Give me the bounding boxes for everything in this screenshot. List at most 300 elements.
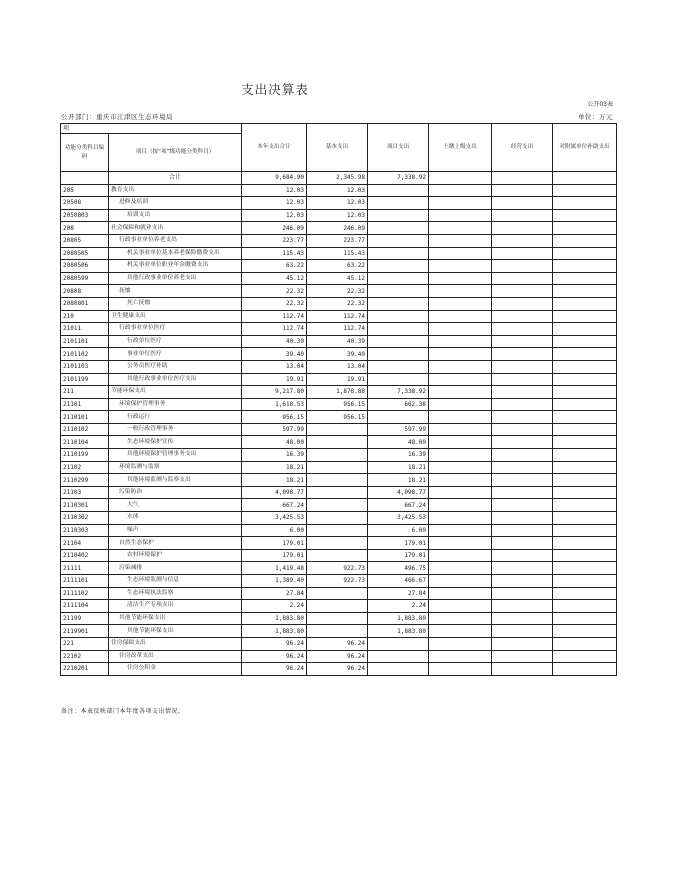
row-subsidy	[553, 650, 617, 663]
row-name	[109, 360, 242, 373]
row-basic: 922.73	[307, 575, 368, 588]
row-upper	[429, 411, 492, 424]
row-name	[109, 663, 242, 676]
row-basic: 12.03	[307, 197, 368, 210]
page-title: 支出决算表	[241, 82, 309, 97]
row-subsidy	[553, 209, 617, 222]
row-upper	[429, 247, 492, 260]
total-project: 7,338.92	[368, 172, 429, 185]
table-row	[61, 587, 617, 600]
row-project: 667.24	[368, 499, 429, 512]
table-row	[61, 549, 617, 562]
row-basic	[307, 600, 368, 613]
row-basic: 96.24	[307, 663, 368, 676]
row-project	[368, 285, 429, 298]
row-upper	[429, 537, 492, 550]
row-code: 2050803	[61, 209, 109, 222]
header-project: 项目支出	[368, 124, 429, 172]
row-total: 4,098.77	[242, 486, 307, 499]
form-code: 公开03表	[587, 101, 613, 108]
row-name	[109, 398, 242, 411]
row-name	[109, 373, 242, 386]
row-business	[492, 184, 553, 197]
row-project: 2.24	[368, 600, 429, 613]
category-label: 项	[61, 124, 242, 134]
row-total: 179.01	[242, 537, 307, 550]
row-basic: 922.73	[307, 562, 368, 575]
row-name-text: 污染减排	[119, 564, 143, 571]
row-name	[109, 423, 242, 436]
row-basic	[307, 612, 368, 625]
row-subsidy	[553, 612, 617, 625]
row-name	[109, 386, 242, 399]
row-name-text: 行政单位医疗	[127, 338, 162, 345]
row-basic	[307, 436, 368, 449]
row-subsidy	[553, 297, 617, 310]
row-subsidy	[553, 260, 617, 273]
row-project	[368, 323, 429, 336]
row-name-text: 环境监测与监察	[119, 463, 160, 470]
row-project	[368, 234, 429, 247]
row-name	[109, 197, 242, 210]
row-subsidy	[553, 474, 617, 487]
row-total: 9,217.80	[242, 386, 307, 399]
row-basic: 12.03	[307, 184, 368, 197]
row-basic: 96.24	[307, 650, 368, 663]
row-upper	[429, 499, 492, 512]
row-code: 2110101	[61, 411, 109, 424]
table-row	[61, 209, 617, 222]
table-row	[61, 461, 617, 474]
row-project: 179.01	[368, 537, 429, 550]
row-upper	[429, 524, 492, 537]
table-row	[61, 310, 617, 323]
table-row	[61, 663, 617, 676]
row-name	[109, 575, 242, 588]
row-name-text: 机关事业单位职业年金缴费支出	[127, 262, 209, 269]
row-business	[492, 398, 553, 411]
row-code: 21011	[61, 323, 109, 336]
row-upper	[429, 197, 492, 210]
row-project	[368, 637, 429, 650]
row-name-text: 生态环境保护宣传	[127, 438, 174, 445]
row-name	[109, 297, 242, 310]
row-basic	[307, 587, 368, 600]
row-business	[492, 260, 553, 273]
row-name-text: 住房保障支出	[111, 640, 146, 647]
row-project: 1,883.80	[368, 625, 429, 638]
row-basic: 115.43	[307, 247, 368, 260]
row-name-text: 其他环境保护管理事务支出	[127, 451, 197, 458]
row-business	[492, 197, 553, 210]
row-code: 2111104	[61, 600, 109, 613]
row-name	[109, 436, 242, 449]
row-project: 496.75	[368, 562, 429, 575]
row-code: 2080505	[61, 247, 109, 260]
row-total: 27.84	[242, 587, 307, 600]
table-row	[61, 650, 617, 663]
header-basic: 基本支出	[307, 124, 368, 172]
row-name	[109, 587, 242, 600]
row-subsidy	[553, 637, 617, 650]
row-business	[492, 587, 553, 600]
header-subsidy: 对附属单位补助支出	[553, 124, 617, 172]
row-code: 2080599	[61, 272, 109, 285]
row-project: 4,098.77	[368, 486, 429, 499]
row-subsidy	[553, 285, 617, 298]
row-code: 2101199	[61, 373, 109, 386]
table-row	[61, 360, 617, 373]
row-total: 40.39	[242, 335, 307, 348]
row-upper	[429, 348, 492, 361]
row-project: 466.67	[368, 575, 429, 588]
row-project	[368, 348, 429, 361]
row-total: 223.77	[242, 234, 307, 247]
row-name	[109, 486, 242, 499]
row-subsidy	[553, 600, 617, 613]
row-project: 179.01	[368, 549, 429, 562]
row-basic: 39.40	[307, 348, 368, 361]
header-code: 功能分类科目编码	[61, 134, 109, 172]
row-subsidy	[553, 323, 617, 336]
row-basic: 22.32	[307, 285, 368, 298]
row-name-text: 行政事业单位养老支出	[119, 237, 177, 244]
row-upper	[429, 637, 492, 650]
row-upper	[429, 373, 492, 386]
row-basic	[307, 449, 368, 462]
row-name-text: 进修及培训	[119, 199, 148, 206]
row-code: 21111	[61, 562, 109, 575]
table-row	[61, 197, 617, 210]
row-subsidy	[553, 461, 617, 474]
table-row	[61, 297, 617, 310]
row-basic: 956.15	[307, 398, 368, 411]
row-basic	[307, 524, 368, 537]
row-code: 2110303	[61, 524, 109, 537]
row-code: 221	[61, 637, 109, 650]
table-row	[61, 499, 617, 512]
row-name-text: 其他行政事业单位养老支出	[127, 275, 197, 282]
row-business	[492, 348, 553, 361]
row-project	[368, 197, 429, 210]
row-business	[492, 549, 553, 562]
row-name-text: 卫生健康支出	[111, 312, 146, 319]
row-basic	[307, 512, 368, 525]
row-subsidy	[553, 411, 617, 424]
row-project	[368, 272, 429, 285]
row-business	[492, 600, 553, 613]
row-business	[492, 650, 553, 663]
row-project	[368, 247, 429, 260]
row-name	[109, 637, 242, 650]
row-upper	[429, 562, 492, 575]
row-subsidy	[553, 575, 617, 588]
row-subsidy	[553, 398, 617, 411]
table-row	[61, 272, 617, 285]
row-project: 6.00	[368, 524, 429, 537]
row-code: 20808	[61, 285, 109, 298]
row-name	[109, 499, 242, 512]
expenditure-table	[60, 123, 617, 676]
table-row	[61, 348, 617, 361]
row-upper	[429, 461, 492, 474]
row-code: 2110402	[61, 549, 109, 562]
table-row	[61, 512, 617, 525]
table-row	[61, 386, 617, 399]
table-row	[61, 562, 617, 575]
row-upper	[429, 612, 492, 625]
table-row	[61, 184, 617, 197]
row-name	[109, 247, 242, 260]
row-code: 21104	[61, 537, 109, 550]
total-label: 合计	[109, 172, 242, 185]
row-business	[492, 612, 553, 625]
row-code: 22102	[61, 650, 109, 663]
row-total: 18.21	[242, 474, 307, 487]
row-upper	[429, 184, 492, 197]
row-subsidy	[553, 625, 617, 638]
row-upper	[429, 360, 492, 373]
row-project: 597.99	[368, 423, 429, 436]
row-subsidy	[553, 512, 617, 525]
row-name	[109, 335, 242, 348]
row-project: 7,338.92	[368, 386, 429, 399]
table-row	[61, 637, 617, 650]
row-name	[109, 625, 242, 638]
row-project	[368, 260, 429, 273]
row-upper	[429, 285, 492, 298]
row-business	[492, 373, 553, 386]
row-code: 2210201	[61, 663, 109, 676]
row-business	[492, 335, 553, 348]
row-business	[492, 310, 553, 323]
total-basic: 2,345.98	[307, 172, 368, 185]
row-name-text: 行政事业单位医疗	[119, 325, 166, 332]
row-project	[368, 335, 429, 348]
row-code: 21101	[61, 398, 109, 411]
row-total: 12.03	[242, 209, 307, 222]
row-basic	[307, 486, 368, 499]
row-total: 6.00	[242, 524, 307, 537]
row-project	[368, 373, 429, 386]
row-total: 12.03	[242, 184, 307, 197]
header-business: 经营支出	[492, 124, 553, 172]
row-code: 2119901	[61, 625, 109, 638]
row-code: 2111102	[61, 587, 109, 600]
row-total: 96.24	[242, 637, 307, 650]
row-business	[492, 411, 553, 424]
row-name-text: 其他行政事业单位医疗支出	[127, 375, 197, 382]
table-row	[61, 575, 617, 588]
row-code: 2110301	[61, 499, 109, 512]
row-name-text: 死亡抚恤	[127, 300, 151, 307]
row-total: 22.32	[242, 297, 307, 310]
row-total: 246.09	[242, 222, 307, 235]
row-project: 48.00	[368, 436, 429, 449]
row-total: 19.91	[242, 373, 307, 386]
row-name	[109, 234, 242, 247]
table-row	[61, 222, 617, 235]
row-subsidy	[553, 436, 617, 449]
row-total: 112.74	[242, 310, 307, 323]
row-total: 16.39	[242, 449, 307, 462]
total-row	[61, 172, 617, 185]
row-name	[109, 184, 242, 197]
table-row	[61, 285, 617, 298]
row-name	[109, 461, 242, 474]
row-basic: 19.91	[307, 373, 368, 386]
row-name	[109, 209, 242, 222]
table-row	[61, 398, 617, 411]
row-business	[492, 575, 553, 588]
row-project: 18.21	[368, 461, 429, 474]
row-upper	[429, 423, 492, 436]
row-name-text: 机关事业单位基本养老保险缴费支出	[127, 249, 220, 256]
row-upper	[429, 323, 492, 336]
row-subsidy	[553, 386, 617, 399]
row-total: 96.24	[242, 650, 307, 663]
row-project	[368, 222, 429, 235]
row-name-text: 住房改革支出	[119, 652, 154, 659]
row-business	[492, 486, 553, 499]
row-name-text: 一般行政管理事务	[127, 426, 174, 433]
row-project	[368, 184, 429, 197]
row-upper	[429, 297, 492, 310]
row-code: 2110102	[61, 423, 109, 436]
row-subsidy	[553, 247, 617, 260]
row-code: 21103	[61, 486, 109, 499]
row-name	[109, 285, 242, 298]
row-subsidy	[553, 184, 617, 197]
row-subsidy	[553, 537, 617, 550]
row-name-text: 污染防治	[119, 489, 143, 496]
row-total: 1,419.48	[242, 562, 307, 575]
row-business	[492, 209, 553, 222]
row-code: 21199	[61, 612, 109, 625]
row-name	[109, 222, 242, 235]
row-total: 1,389.40	[242, 575, 307, 588]
row-name-text: 培训支出	[127, 212, 151, 219]
row-code: 2111101	[61, 575, 109, 588]
row-name	[109, 537, 242, 550]
row-basic: 956.15	[307, 411, 368, 424]
row-total: 667.24	[242, 499, 307, 512]
row-basic: 1,878.88	[307, 386, 368, 399]
row-name-text: 水体	[127, 514, 139, 521]
row-code: 20508	[61, 197, 109, 210]
row-subsidy	[553, 587, 617, 600]
row-total: 48.00	[242, 436, 307, 449]
row-project	[368, 360, 429, 373]
row-name-text: 生态环境监测与信息	[127, 577, 180, 584]
row-subsidy	[553, 549, 617, 562]
row-name-text: 自然生态保护	[119, 539, 154, 546]
table-row	[61, 474, 617, 487]
row-project	[368, 297, 429, 310]
row-project	[368, 411, 429, 424]
table-row	[61, 524, 617, 537]
table-row	[61, 436, 617, 449]
row-project	[368, 310, 429, 323]
row-business	[492, 499, 553, 512]
row-name-text: 节能环保支出	[111, 388, 146, 395]
row-subsidy	[553, 486, 617, 499]
row-upper	[429, 549, 492, 562]
row-business	[492, 663, 553, 676]
row-total: 12.03	[242, 197, 307, 210]
row-subsidy	[553, 360, 617, 373]
row-name-text: 其他环境监测与监察支出	[127, 476, 191, 483]
row-total: 96.24	[242, 663, 307, 676]
row-total: 3,425.53	[242, 512, 307, 525]
row-subsidy	[553, 335, 617, 348]
row-project	[368, 650, 429, 663]
row-project: 16.39	[368, 449, 429, 462]
table-row	[61, 612, 617, 625]
table-row	[61, 486, 617, 499]
row-basic	[307, 549, 368, 562]
row-name	[109, 310, 242, 323]
row-code: 2110302	[61, 512, 109, 525]
row-subsidy	[553, 373, 617, 386]
row-total: 45.12	[242, 272, 307, 285]
row-subsidy	[553, 310, 617, 323]
row-business	[492, 524, 553, 537]
row-name-text: 住房公积金	[127, 665, 156, 672]
row-name	[109, 549, 242, 562]
row-code: 20805	[61, 234, 109, 247]
row-business	[492, 537, 553, 550]
row-total: 63.22	[242, 260, 307, 273]
row-subsidy	[553, 234, 617, 247]
row-name-text: 事业单位医疗	[127, 350, 162, 357]
table-row	[61, 247, 617, 260]
table-row	[61, 373, 617, 386]
row-basic: 96.24	[307, 637, 368, 650]
row-business	[492, 360, 553, 373]
table-row	[61, 335, 617, 348]
row-basic: 13.04	[307, 360, 368, 373]
row-name-text: 社会保障和就业支出	[111, 224, 164, 231]
row-upper	[429, 436, 492, 449]
row-name-text: 生态环境执法监察	[127, 589, 174, 596]
row-basic	[307, 499, 368, 512]
row-total: 115.43	[242, 247, 307, 260]
row-upper	[429, 663, 492, 676]
row-business	[492, 297, 553, 310]
row-upper	[429, 650, 492, 663]
row-total: 597.99	[242, 423, 307, 436]
row-business	[492, 285, 553, 298]
row-subsidy	[553, 197, 617, 210]
row-subsidy	[553, 348, 617, 361]
row-project	[368, 209, 429, 222]
unit-label: 单位：万元	[578, 113, 613, 121]
row-business	[492, 423, 553, 436]
row-business	[492, 637, 553, 650]
row-basic: 223.77	[307, 234, 368, 247]
row-basic	[307, 474, 368, 487]
row-code: 2080801	[61, 297, 109, 310]
row-business	[492, 323, 553, 336]
row-code: 210	[61, 310, 109, 323]
row-project: 3,425.53	[368, 512, 429, 525]
row-upper	[429, 600, 492, 613]
row-code: 2080506	[61, 260, 109, 273]
row-total: 1,618.53	[242, 398, 307, 411]
row-name-text: 噪声	[127, 526, 139, 533]
row-business	[492, 247, 553, 260]
